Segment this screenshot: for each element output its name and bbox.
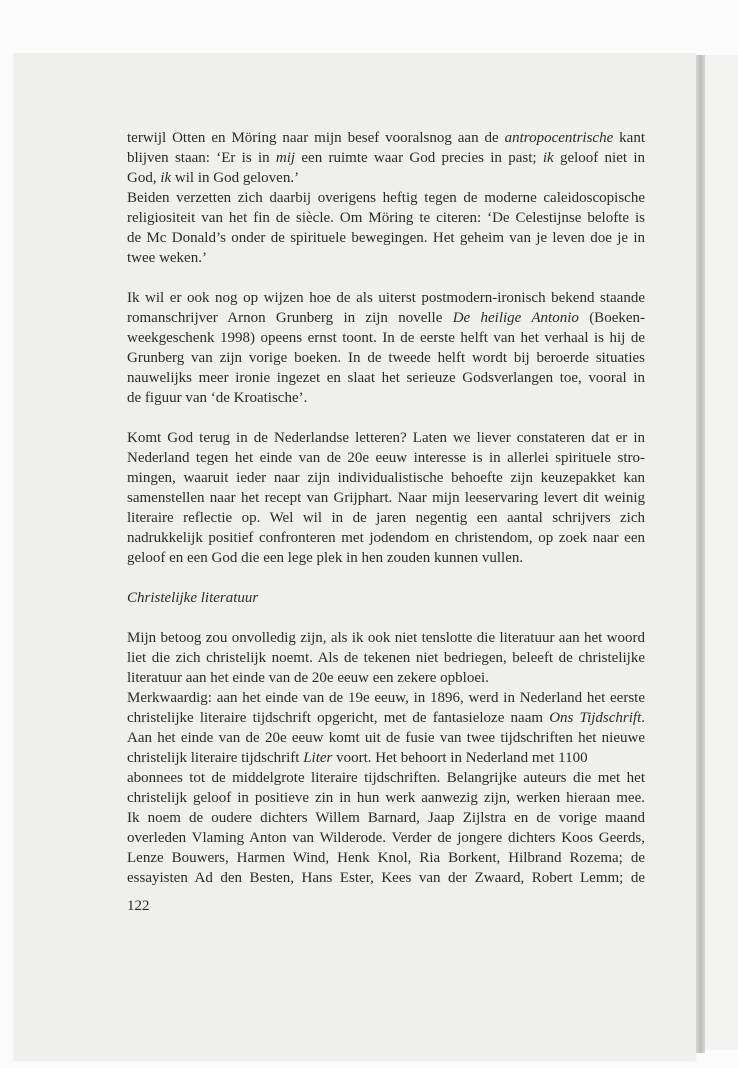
- text-line: [127, 248, 645, 268]
- text-run: abonnees tot de middelgrote literaire tijdschriften. Belangrijke auteurs die met het: [127, 770, 645, 786]
- italic-text: Ons Tijdschrift: [549, 710, 642, 726]
- text-run: terwijl Otten en Möring naar mijn besef vooralsnog aan de: [127, 130, 505, 146]
- italic-text: De heilige Antonio: [452, 310, 579, 326]
- text-line: [127, 868, 645, 888]
- text-run: Mijn betoog zou onvolledig zijn, als ik ook niet tenslotte die literatuur aan het woord: [127, 630, 645, 646]
- paragraph-spacer: [127, 408, 645, 428]
- text-line: [127, 228, 645, 248]
- text-run: geloof niet in: [553, 150, 645, 166]
- text-run: .: [641, 710, 645, 726]
- text-run: God,: [127, 170, 161, 186]
- text-line: [127, 428, 645, 448]
- text-run: essayisten Ad den Besten, Hans Ester, Kees van der Zwaard, Robert Lemm; de: [127, 870, 645, 886]
- text-line: [127, 328, 645, 348]
- text-line: [127, 288, 645, 308]
- text-line: [127, 768, 645, 788]
- text-run: overleden Vlaming Anton van Wilderode. Verder de jongere dichters Koos Geerds,: [127, 830, 645, 846]
- text-line: [127, 308, 645, 328]
- text-run: een ruimte waar God precies in past;: [295, 150, 543, 166]
- paragraph-spacer: [127, 568, 645, 588]
- text-run: liet die zich christelijk noemt. Als de tekenen niet bedriegen, beleeft de christelijke: [127, 650, 645, 666]
- body-text: [127, 128, 645, 888]
- page-number: 122: [127, 898, 150, 914]
- text-run: christelijk geloof in positieve zin in hun werk aanwezig zijn, werken hieraan mee.: [127, 790, 645, 806]
- paragraph: [127, 128, 645, 268]
- text-line: [127, 848, 645, 868]
- text-run: literaire reflectie op. Wel wil in de jaren negentig een aantal schrijvers zich: [127, 510, 645, 526]
- text-line: [127, 348, 645, 368]
- text-line: [127, 588, 645, 608]
- text-line: [127, 668, 645, 688]
- section-heading: [127, 588, 645, 608]
- text-run: christelijk literaire tijdschrift: [127, 750, 304, 766]
- text-line: [127, 508, 645, 528]
- text-run: blijven staan: ‘Er is in: [127, 150, 276, 166]
- text-run: kant: [613, 130, 645, 146]
- text-run: samenstellen naar het recept van Grijphart. Naar mijn leeservaring levert dit weinig: [127, 490, 645, 506]
- italic-text: ik: [542, 150, 554, 166]
- text-line: [127, 528, 645, 548]
- text-line: [127, 708, 645, 728]
- page-fold-shadow: [696, 55, 705, 1053]
- text-line: [127, 208, 645, 228]
- text-line: [127, 688, 645, 708]
- text-run: religiositeit van het fin de siècle. Om Möring te citeren: ‘De Celestijnse belofte is: [127, 210, 645, 226]
- text-line: [127, 148, 645, 168]
- text-line: [127, 628, 645, 648]
- paragraph-spacer: [127, 268, 645, 288]
- text-line: [127, 368, 645, 388]
- text-run: wil in God geloven.’: [171, 170, 300, 186]
- text-line: [127, 828, 645, 848]
- text-run: Lenze Bouwers, Harmen Wind, Henk Knol, Ria Borkent, Hilbrand Rozema; de: [127, 850, 645, 866]
- text-run: nauwelijks meer ironie ingezet en slaat het serieuze Godsverlangen toe, vooral in: [127, 370, 645, 386]
- text-line: [127, 788, 645, 808]
- text-run: Ik noem de oudere dichters Willem Barnard, Jaap Zijlstra en de vorige maand: [127, 810, 645, 826]
- text-line: [127, 488, 645, 508]
- text-line: [127, 448, 645, 468]
- paragraph: [127, 428, 645, 568]
- text-run: Beiden verzetten zich daarbij overigens heftig tegen de moderne caleidoscopische: [127, 190, 645, 206]
- italic-text: Christelijke literatuur: [127, 590, 259, 606]
- text-line: [127, 468, 645, 488]
- text-run: Nederland tegen het einde van de 20e eeuw interesse is in allerlei spirituele stro-: [127, 450, 645, 466]
- text-run: de figuur van ‘de Kroatische’.: [127, 390, 308, 406]
- text-run: (Boeken-: [578, 310, 645, 326]
- text-run: romanschrijver Arnon Grunberg in zijn novelle: [127, 310, 453, 326]
- italic-text: ik: [160, 170, 172, 186]
- text-line: [127, 548, 645, 568]
- text-line: [127, 808, 645, 828]
- text-line: [127, 728, 645, 748]
- text-run: Ik wil er ook nog op wijzen hoe de als uiterst postmodern-ironisch bekend staande: [127, 290, 645, 306]
- text-run: weekgeschenk 1998) opeens ernst toont. In de eerste helft van het verhaal is hij de: [127, 330, 645, 346]
- text-run: voort. Het behoort in Nederland met 1100: [332, 750, 588, 766]
- italic-text: antropocentrische: [504, 130, 614, 146]
- text-run: mingen, waaruit ieder naar zijn individualistische behoefte zijn keuzepakket kan: [127, 470, 645, 486]
- text-run: literatuur aan het einde van de 20e eeuw een zekere opbloei.: [127, 670, 489, 686]
- paragraph: [127, 628, 645, 888]
- paragraph-spacer: [127, 608, 645, 628]
- text-run: Komt God terug in de Nederlandse letteren? Laten we liever constateren dat er in: [127, 430, 645, 446]
- text-run: Grunberg van zijn vorige boeken. In de tweede helft wordt bij beroerde situaties: [127, 350, 645, 366]
- text-run: geloof en een God die een lege plek in hen zouden kunnen vullen.: [127, 550, 524, 566]
- paragraph: [127, 288, 645, 408]
- text-line: [127, 388, 645, 408]
- text-run: de Mc Donald’s onder de spirituele bewegingen. Het geheim van je leven doe je in: [127, 230, 645, 246]
- text-run: Aan het einde van de 20e eeuw komt uit de fusie van twee tijdschriften het nieuwe: [127, 730, 645, 746]
- text-run: Merkwaardig: aan het einde van de 19e eeuw, in 1896, werd in Nederland het eerste: [127, 690, 645, 706]
- italic-text: Liter: [303, 750, 333, 766]
- text-line: [127, 188, 645, 208]
- text-line: [127, 748, 645, 768]
- next-page-edge: [705, 55, 738, 1050]
- italic-text: mij: [275, 150, 296, 166]
- text-run: christelijke literaire tijdschrift opgericht, met de fantasieloze naam: [127, 710, 550, 726]
- text-run: twee weken.’: [127, 250, 207, 266]
- text-line: [127, 648, 645, 668]
- text-line: [127, 128, 645, 148]
- text-line: [127, 168, 645, 188]
- text-run: nadrukkelijk positief confronteren met jodendom en christendom, op zoek naar een: [127, 530, 645, 546]
